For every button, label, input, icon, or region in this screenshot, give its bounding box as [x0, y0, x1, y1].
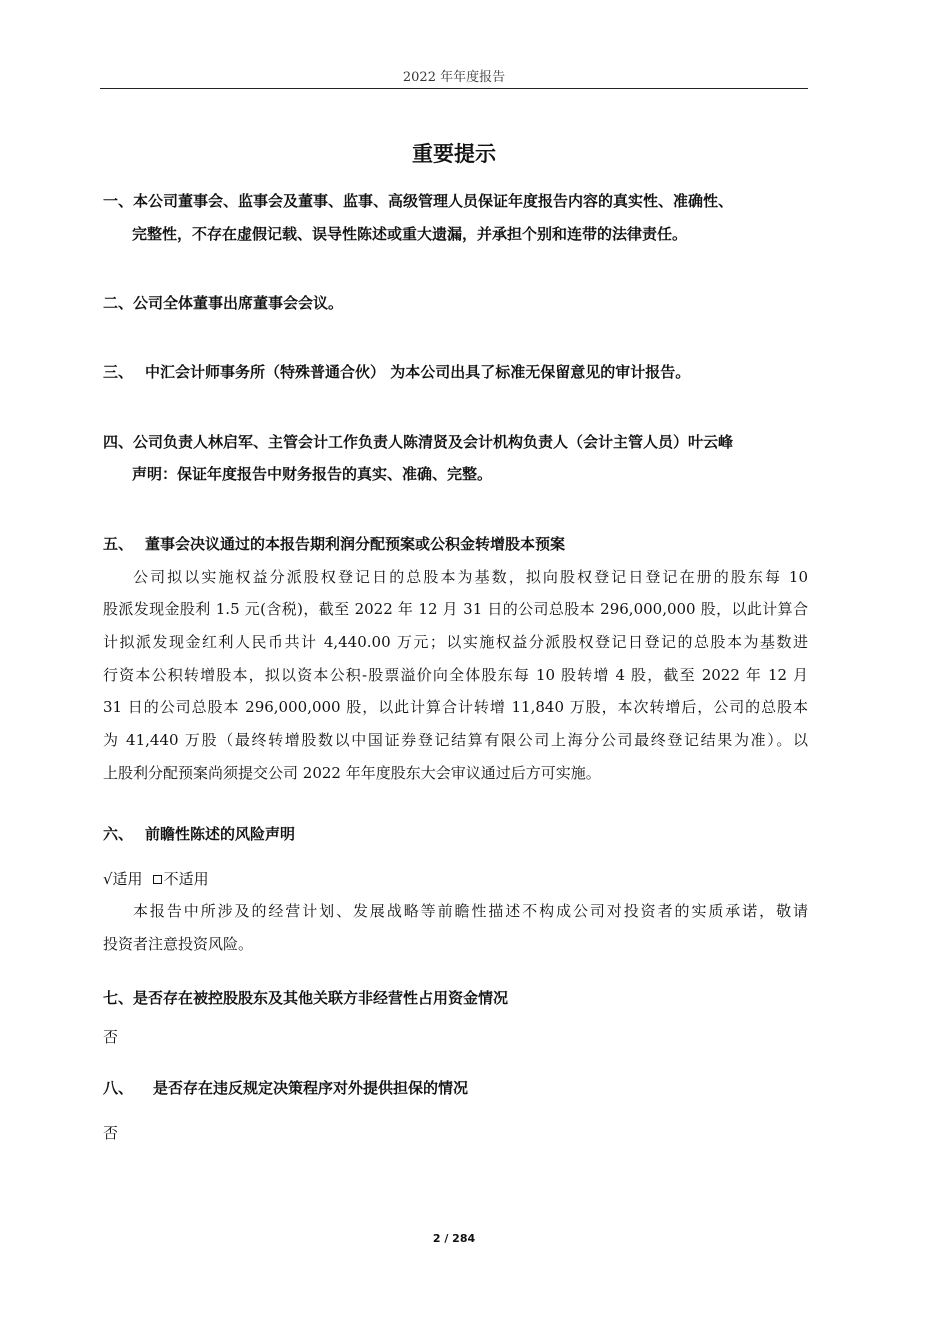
section-2-text: 公司全体董事出席董事会会议。 [133, 294, 344, 312]
section-3-text: 中汇会计师事务所（特殊普通合伙） 为本公司出具了标准无保留意见的审计报告。 [145, 363, 691, 381]
section-2-heading [103, 292, 343, 313]
section-4-line-2: 声明：保证年度报告中财务报告的真实、准确、完整。 [132, 465, 493, 483]
section-7-title: 是否存在被控股股东及其他关联方非经营性占用资金情况 [133, 989, 509, 1007]
section-5-paragraph-line: 公司拟以实施权益分派股权登记日的总股本为基数，拟向股权登记日登记在册的股东每 10 [133, 568, 808, 586]
section-6-paragraph-line: 投资者注意投资风险。 [103, 935, 254, 953]
section-1-line-2: 完整性，不存在虚假记载、误导性陈述或重大遗漏，并承担个别和连带的法律责任。 [132, 225, 688, 243]
section-5-number: 五、 [103, 535, 134, 553]
section-1-line-1: 本公司董事会、监事会及董事、监事、高级管理人员保证年度报告内容的真实性、准确性、 [133, 192, 734, 210]
section-4-line-1: 公司负责人林启军、主管会计工作负责人陈清贤及会计机构负责人（会计主管人员）叶云峰 [133, 433, 734, 451]
section-3-number: 三、 [103, 363, 134, 381]
section-5-paragraph-line: 行资本公积转增股本，拟以资本公积-股票溢价向全体股东每 10 股转增 4 股，截至 2022 年 12 月 [103, 666, 808, 684]
section-8-heading [103, 1077, 468, 1098]
section-5-paragraph-line: 股派发现金股利 1.5 元(含税)，截至 2022 年 12 月 31 日的公司总股本 296,000,000 股，以此计算合 [103, 600, 808, 618]
running-header: 2022 年年度报告 [402, 70, 506, 85]
section-7-heading [103, 987, 508, 1008]
section-5-paragraph-line: 为 41,440 万股（最终转增股数以中国证券登记结算有限公司上海分公司最终登记结果为准）。以 [103, 731, 808, 749]
section-4-heading [103, 431, 733, 452]
page-title: 重要提示 [412, 142, 496, 166]
section-8-title: 是否存在违反规定决策程序对外提供担保的情况 [153, 1079, 469, 1097]
section-8-answer: 否 [103, 1124, 119, 1142]
section-6-paragraph-line: 本报告中所涉及的经营计划、发展战略等前瞻性描述不构成公司对投资者的实质承诺，敬请 [133, 902, 808, 920]
section-5-paragraph-line: 31 日的公司总股本 296,000,000 股，以此计算合计转增 11,840 万股，本次转增后，公司的总股本 [103, 698, 808, 716]
section-5-paragraph-line: 计拟派发现金红利人民币共计 4,440.00 万元；以实施权益分派股权登记日登记的总股本为基数进 [103, 633, 808, 651]
not-applicable-label: 不适用 [163, 870, 209, 888]
header-divider [100, 88, 808, 89]
section-2-number: 二、 [103, 294, 134, 312]
section-7-answer: 否 [103, 1028, 119, 1046]
section-5-heading [103, 533, 565, 554]
section-1-number: 一、 [103, 192, 134, 210]
section-6-number: 六、 [103, 825, 134, 843]
section-3-heading [103, 361, 690, 382]
section-7-number: 七、 [103, 989, 134, 1007]
applicability-options [103, 868, 209, 889]
section-6-heading [103, 823, 295, 844]
unchecked-box-icon [153, 875, 162, 884]
section-8-number: 八、 [103, 1079, 134, 1097]
section-6-title: 前瞻性陈述的风险声明 [145, 825, 296, 843]
section-5-paragraph-line: 上股利分配预案尚须提交公司 2022 年年度股东大会审议通过后方可实施。 [103, 764, 601, 782]
page-number: 2 / 284 [432, 1232, 476, 1245]
section-1-heading [103, 190, 733, 211]
section-5-title: 董事会决议通过的本报告期利润分配预案或公积金转增股本预案 [145, 535, 566, 553]
applicable-checked: √适用 [103, 870, 143, 888]
section-4-number: 四、 [103, 433, 134, 451]
